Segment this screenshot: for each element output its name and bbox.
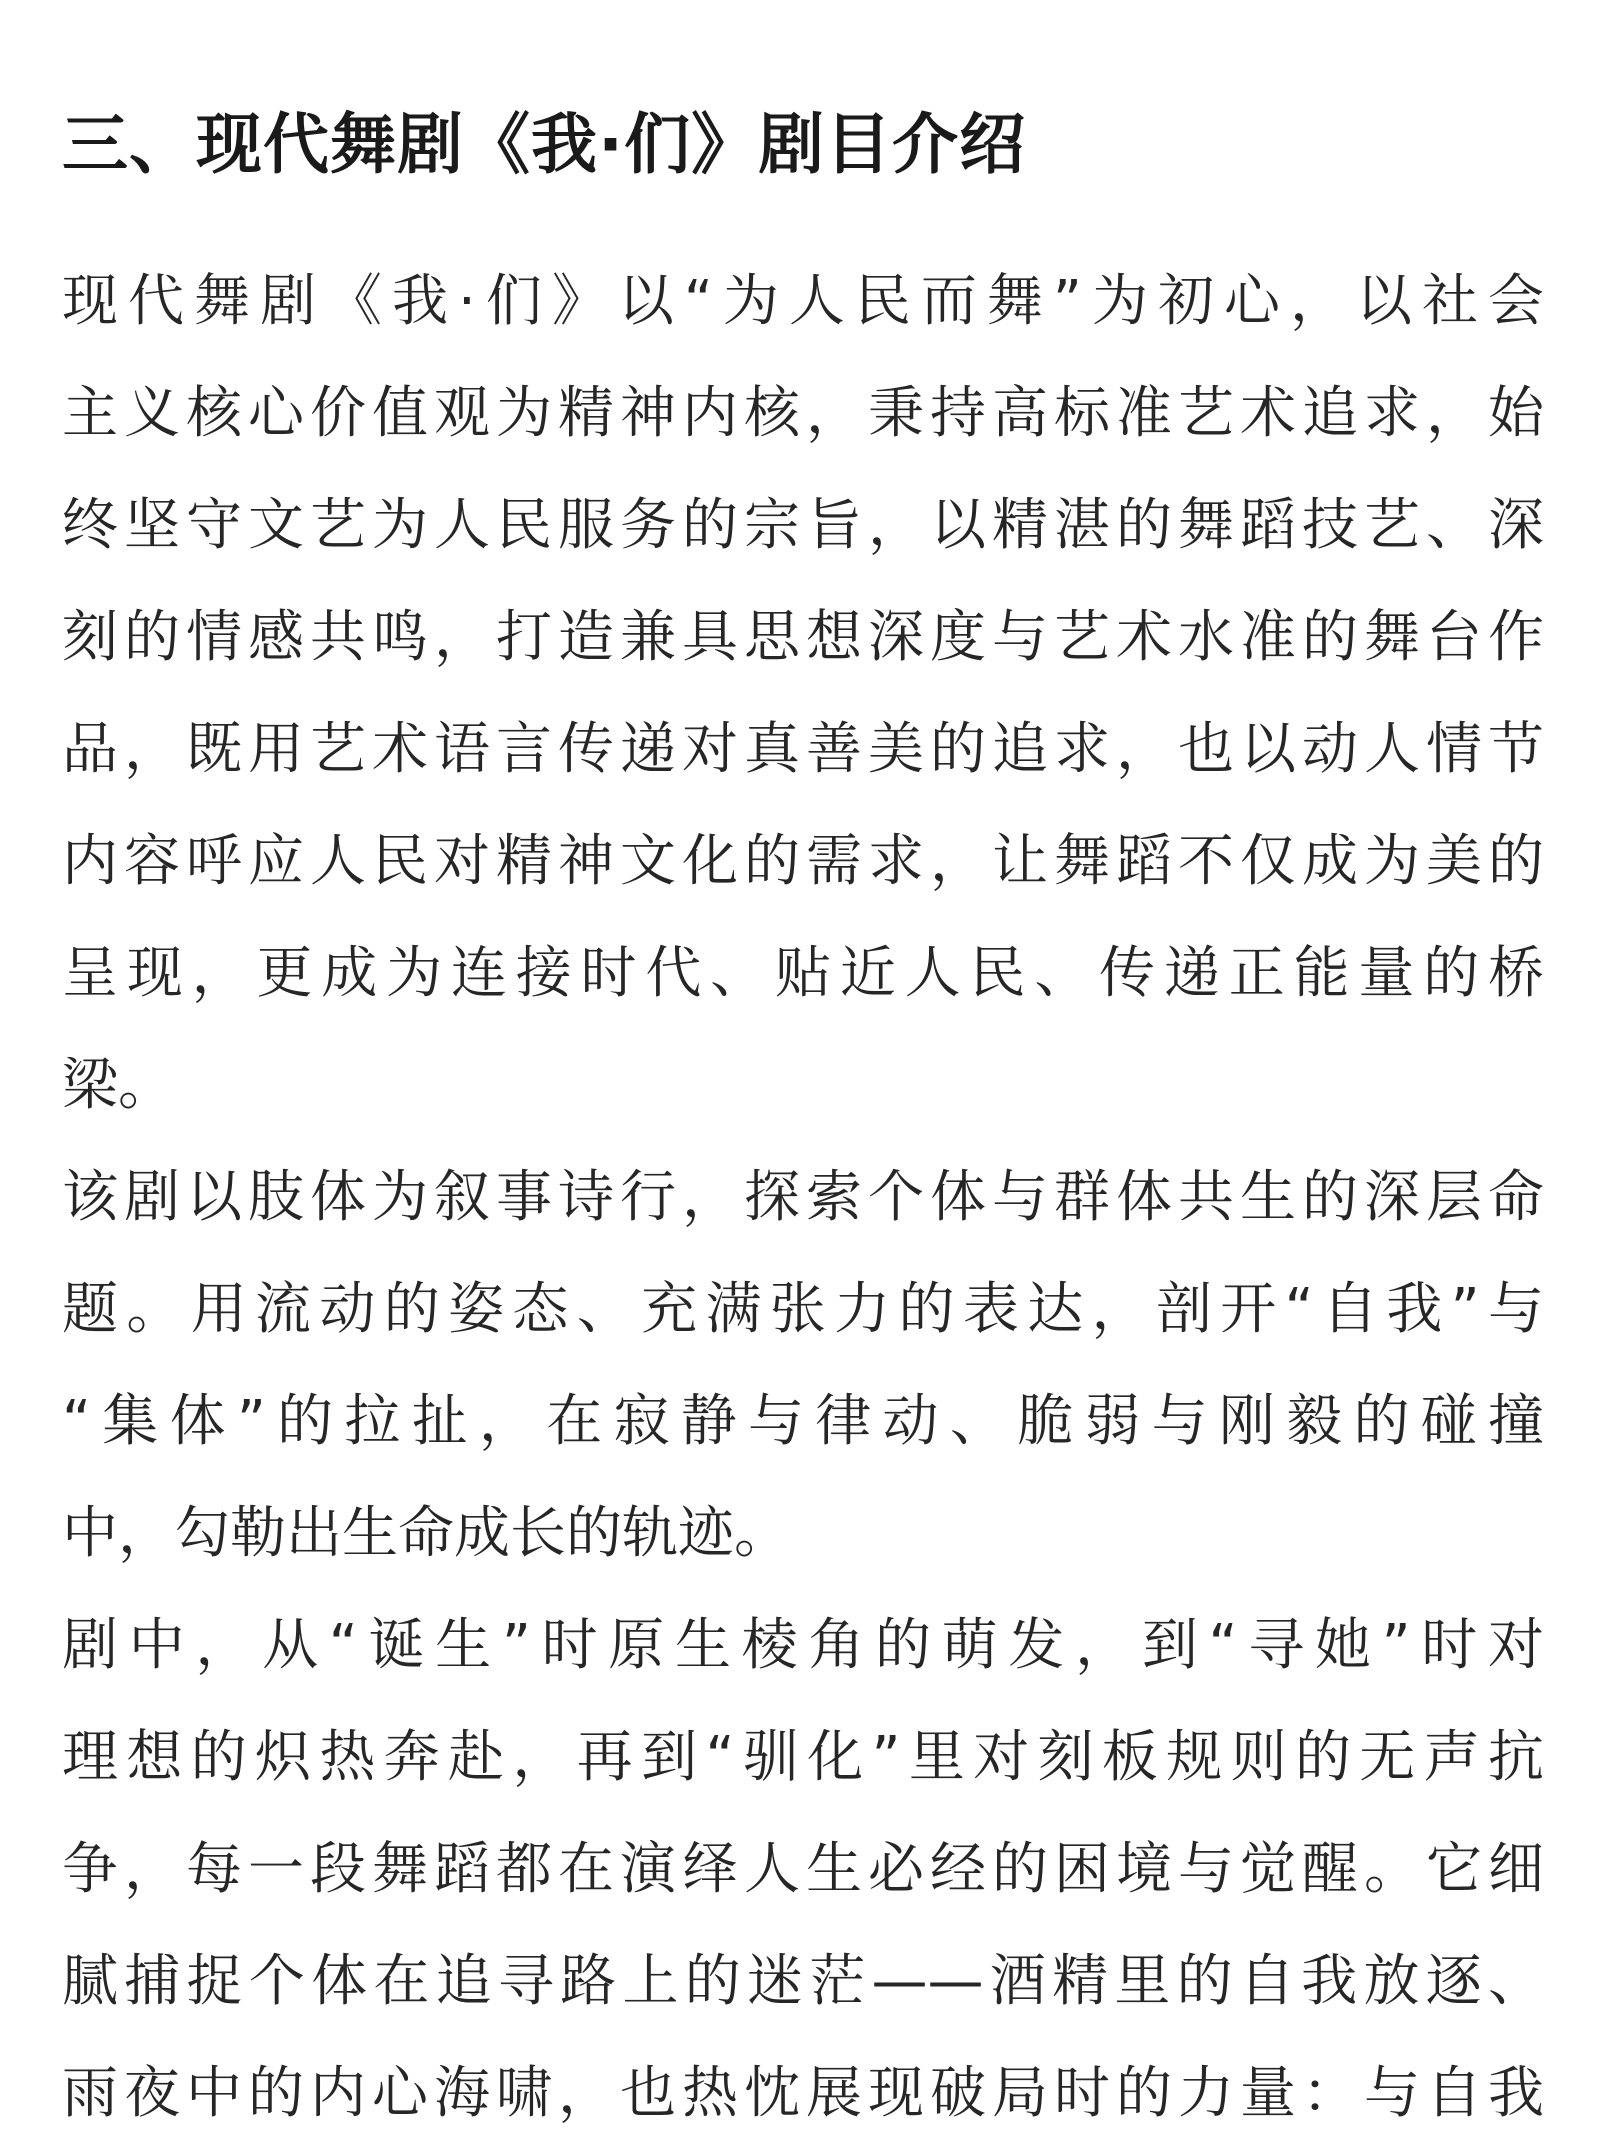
text-line: 争，每一段舞蹈都在演绎人生必经的困境与觉醒。它细	[62, 1837, 1544, 1902]
text-line: 中，勾勒出生命成长的轨迹。	[62, 1501, 790, 1566]
text-line: 该剧以肢体为叙事诗行，探索个体与群体共生的深层命	[62, 1165, 1544, 1230]
text-line: 品，既用艺术语言传递对真善美的追求，也以动人情节	[62, 717, 1544, 782]
text-line: 终坚守文艺为人民服务的宗旨，以精湛的舞蹈技艺、深	[62, 493, 1544, 558]
text-line: 梁。	[62, 1053, 174, 1118]
text-line: 理想的炽热奔赴，再到“驯化”里对刻板规则的无声抗	[62, 1725, 1544, 1790]
section-heading: 三、现代舞剧《我·们》剧目介绍	[62, 106, 1027, 183]
text-line: 内容呼应人民对精神文化的需求，让舞蹈不仅成为美的	[62, 829, 1544, 894]
article-body	[62, 246, 1544, 2150]
text-line: 刻的情感共鸣，打造兼具思想深度与艺术水准的舞台作	[62, 605, 1544, 670]
text-line: 腻捕捉个体在追寻路上的迷茫——酒精里的自我放逐、	[62, 1949, 1544, 2014]
text-line: 题。用流动的姿态、充满张力的表达，剖开“自我”与	[62, 1277, 1544, 1342]
text-line: 剧中，从“诞生”时原生棱角的萌发，到“寻她”时对	[62, 1613, 1544, 1678]
text-line: 现代舞剧《我·们》以“为人民而舞”为初心，以社会	[62, 269, 1544, 334]
text-line: 呈现，更成为连接时代、贴近人民、传递正能量的桥	[62, 941, 1544, 1006]
text-line: “集体”的拉扯，在寂静与律动、脆弱与刚毅的碰撞	[62, 1389, 1544, 1454]
text-line: 主义核心价值观为精神内核，秉持高标准艺术追求，始	[62, 381, 1544, 446]
text-line: 雨夜中的内心海啸，也热忱展现破局时的力量：与自我	[62, 2061, 1544, 2126]
